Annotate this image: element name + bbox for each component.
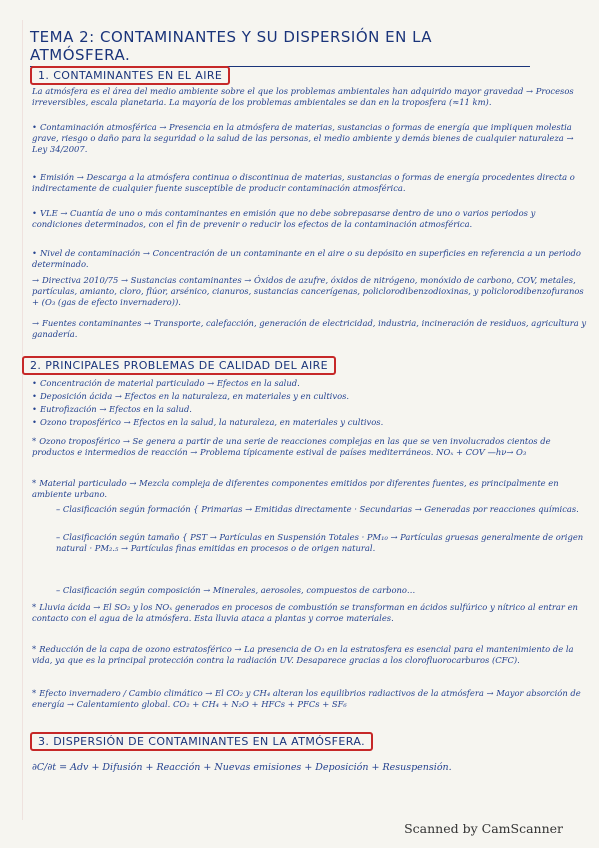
s1-fuentes: → Fuentes contaminantes → Transporte, calefacción, generación de electricidad, industria, incineración de residuos, agricultura y ganadería. [32,318,587,340]
s2-capa-ozono: * Reducción de la capa de ozono estratosférico → La presencia de O₃ en la estratosfera es esencial para el mantenimiento de la vida, ya que es la principal protección contra la radiación UV. Desaparece gracias a los clorofluorocarburos (CFC). [32,644,587,666]
s1-intro: La atmósfera es el área del medio ambiente sobre el que los problemas ambientales han adquirido mayor gravedad → Procesos irreversibles, escala planetaria. La mayoría de los problemas ambientales se dan en la troposfera (≈11 km). [32,86,574,107]
s2-bullet-4: • Ozono troposférico → Efectos en la salud, la naturaleza, en materiales y cultivos. [32,417,587,428]
margin-line [22,20,23,820]
s2-bullet-2: • Deposición ácida → Efectos en la naturaleza, en materiales y en cultivos. [32,391,587,402]
s2-bullet-1: • Concentración de material particulado → Efectos en la salud. [32,378,587,389]
page-title: TEMA 2: CONTAMINANTES Y SU DISPERSIÓN EN LA ATMÓSFERA. [30,28,530,67]
section3-heading: 3. DISPERSIÓN DE CONTAMINANTES EN LA ATMÓSFERA. [30,732,373,751]
s1-contaminacion: • Contaminación atmosférica → Presencia en la atmósfera de materias, sustancias o formas de energía que impliquen molestia grave, riesgo o daño para la seguridad o la salud de las personas, el medio ambiente y demás bienes de cualquier naturaleza → Ley 34/2007. [32,122,587,155]
s1-nivel: • Nivel de contaminación → Concentración de un contaminante en el aire o su depósito en superficies en referencia a un periodo determinado. [32,248,587,270]
s2-lluvia-acida: * Lluvia ácida → El SO₂ y los NOₓ generados en procesos de combustión se transforman en ácidos sulfúrico y nítrico al entrar en contacto con el agua de la atmósfera. Esta lluvia ataca a plantas y corroe materiales. [32,602,587,624]
dispersion-formula: ∂C/∂t = Adv + Difusión + Reacción + Nuevas emisiones + Deposición + Resuspensión. [32,762,452,773]
s2-ozono: * Ozono troposférico → Se genera a partir de una serie de reacciones complejas en las que se ven involucrados cientos de productos e intermedios de reacción → Problema típicamente estival de países mediterráneos. NOₓ + COV —hν→ O₃ [32,436,587,458]
s2-bullet-3: • Eutrofización → Efectos en la salud. [32,404,587,415]
s2-class-tamano: – Clasificación según tamaño { PST → Partículas en Suspensión Totales · PM₁₀ → Partículas gruesas generalmente de origen natural · PM₂.₅ → Partículas finas emitidas en procesos o de origen natural. [56,532,584,553]
section2-heading: 2. PRINCIPALES PROBLEMAS DE CALIDAD DEL AIRE [22,356,336,375]
s2-efecto-invernadero: * Efecto invernadero / Cambio climático → El CO₂ y CH₄ alteran los equilibrios radiactivos de la atmósfera → Mayor absorción de energía → Calentamiento global. CO₂ + CH₄ + N₂O + HFCs + PFCs + SF₆ [32,688,587,710]
s2-material: * Material particulado → Mezcla compleja de diferentes componentes emitidos por diferentes fuentes, es principalmente en ambiente urbano. [32,478,587,500]
s1-directiva: → Directiva 2010/75 → Sustancias contaminantes → Óxidos de azufre, óxidos de nitrógeno, monóxido de carbono, COV, metales, partículas, amianto, cloro, flúor, arsénico, cianuros, sustancias cancerígenas, policlorodibenzodioxinas, y policlorodibenzofuranos + (O₃ (gas de efecto invernadero)). [32,275,587,308]
s1-emision: • Emisión → Descarga a la atmósfera continua o discontinua de materias, sustancias o formas de energía procedentes directa o indirectamente de cualquier fuente susceptible de producir contaminación atmosférica. [32,172,587,194]
s2-class-composicion: – Clasificación según composición → Minerales, aerosoles, compuestos de carbono… [56,585,416,595]
section1-heading: 1. CONTAMINANTES EN EL AIRE [30,66,230,85]
s1-vle: • VLE → Cuantía de uno o más contaminantes en emisión que no debe sobrepasarse dentro de uno o varios periodos y condiciones determinados, con el fin de prevenir o reducir los efectos de la contaminación atmosférica. [32,208,587,230]
s2-class-formacion: – Clasificación según formación { Primarias → Emitidas directamente · Secundarias → Generadas por reacciones químicas. [56,504,579,514]
scanner-watermark: Scanned by CamScanner [404,821,563,836]
